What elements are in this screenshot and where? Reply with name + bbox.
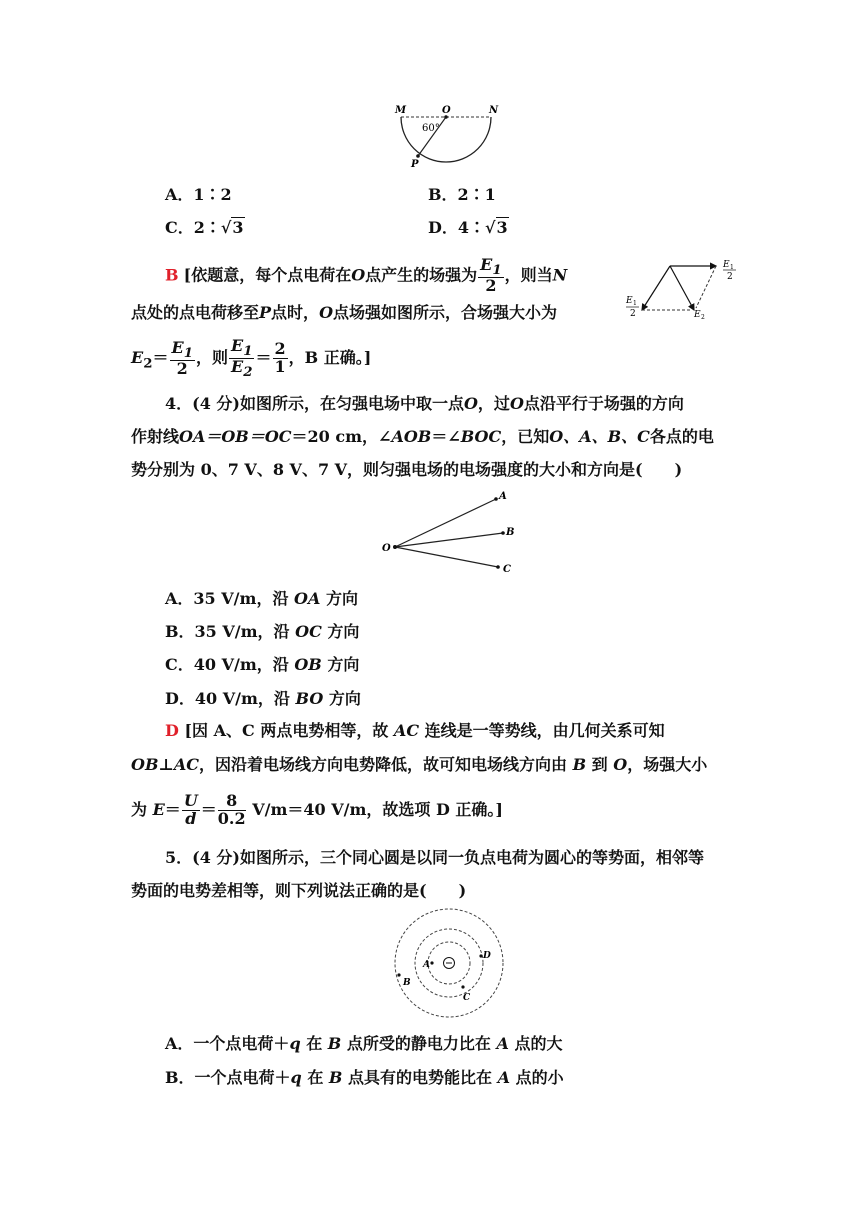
label-A: A [499, 491, 507, 502]
option-text: 1∶2 [193, 185, 232, 204]
svg-text:E: E [626, 296, 633, 306]
fraction-e1-over-e2: $\frac{E_1}{E_2}$ [231, 336, 253, 381]
svg-text:1: 1 [730, 264, 734, 271]
q4-explanation-line-3: 为 E＝ $\frac{U}{d}$ ＝ $\frac{8}{0.2}$ V/m＝40 V/m，故选项 D 正确。] [131, 791, 504, 828]
fraction-e1-over-2: $\frac{E_1}{2}$ [480, 255, 502, 296]
q4-stem-line-2: 作射线OA＝OB＝OC＝20 cm，∠AOB＝∠BOC，已知O、A、B、C各点的电 [131, 427, 714, 446]
label-O: O [382, 543, 391, 554]
label-B: B [506, 527, 515, 538]
q4-option-a[interactable]: A．35 V/m，沿 OA 方向 [165, 589, 358, 608]
q3-explanation-line-1: B [依题意，每个点电荷在O点产生的场强为 $\frac{E_1}{2}$ ，则当N [165, 255, 568, 296]
concentric-circles-figure [385, 905, 515, 1020]
option-label: B． [428, 185, 458, 204]
svg-text:1: 1 [633, 300, 637, 307]
q5-option-a[interactable]: A．一个点电荷＋q 在 B 点所受的静电力比在 A 点的大 [165, 1034, 563, 1053]
svg-text:2: 2 [701, 314, 705, 321]
q4-stem-line-3: 势分别为 0、7 V、8 V、7 V，则匀强电场的电场强度的大小和方向是( ) [131, 460, 683, 479]
label-C: C [503, 564, 511, 575]
option-label: A． [165, 185, 194, 204]
label-O: O [442, 105, 451, 116]
q4-explanation-line-1: D [因 A、C 两点电势相等，故 AC 连线是一等势线，由几何关系可知 [165, 721, 665, 740]
q4-option-b[interactable]: B．35 V/m，沿 OC 方向 [165, 622, 360, 641]
semicircle-figure [385, 100, 515, 175]
option-label: C． [165, 218, 194, 237]
svg-text:2: 2 [630, 309, 636, 319]
q3-option-b[interactable] [428, 182, 496, 205]
label-P: P [411, 159, 419, 170]
q4-stem-line-1: 4．(4 分)如图所示，在匀强电场中取一点O，过O点沿平行于场强的方向 [165, 394, 684, 413]
fraction-u-over-d: $\frac{U}{d}$ [183, 791, 198, 828]
sqrt: √3 [220, 218, 244, 237]
fraction-2-over-1: $\frac{2}{1}$ [274, 339, 286, 377]
q3-option-c[interactable] [165, 215, 245, 238]
q5-option-b[interactable]: B．一个点电荷＋q 在 B 点具有的电势能比在 A 点的小 [165, 1068, 564, 1087]
q3-explanation-line-2: 点处的点电荷移至P点时，O点场强如图所示，合场强大小为 [131, 303, 558, 322]
option-text: 4∶ [457, 218, 486, 237]
q4-explanation-line-2: OB⊥AC，因沿着电场线方向电势降低，故可知电场线方向由 B 到 O，场强大小 [131, 755, 708, 774]
svg-text:E: E [723, 260, 730, 270]
svg-text:E: E [694, 310, 701, 320]
label-N: N [489, 105, 499, 116]
q3-option-d[interactable] [428, 215, 509, 238]
sqrt: √3 [485, 218, 508, 237]
angle-label: 60° [422, 123, 440, 134]
field-vector-diagram [620, 255, 745, 327]
label-M: M [395, 105, 407, 116]
label-C: C [463, 993, 471, 1003]
label-A: A [423, 960, 430, 970]
q3-explanation-line-3: $E_2=$ $\frac{E_1}{2}$ ，则 $\frac{E_1}{E_2}$ ＝ $\frac{2}{1}$ ，B 正确。] [131, 336, 372, 381]
q3-option-a[interactable] [165, 182, 232, 205]
fraction-e1-over-2: $\frac{E_1}{2}$ [171, 337, 193, 378]
q5-stem-line-2: 势面的电势差相等，则下列说法正确的是( ) [131, 881, 467, 900]
option-label: D． [428, 218, 458, 237]
label-D: D [483, 951, 491, 961]
answer-badge: D [165, 721, 179, 740]
option-text: 2∶1 [457, 185, 496, 204]
rays-figure [375, 488, 525, 578]
q4-option-d[interactable]: D．40 V/m，沿 BO 方向 [165, 689, 361, 708]
svg-text:2: 2 [727, 272, 733, 282]
option-text: 2∶ [193, 218, 221, 237]
answer-badge: B [165, 265, 179, 285]
fraction-8-over-02: $\frac{8}{0.2}$ [217, 791, 246, 828]
q4-option-c[interactable]: C．40 V/m，沿 OB 方向 [165, 655, 360, 674]
q5-stem-line-1: 5．(4 分)如图所示，三个同心圆是以同一负点电荷为圆心的等势面，相邻等 [165, 848, 704, 867]
label-B: B [403, 978, 411, 988]
